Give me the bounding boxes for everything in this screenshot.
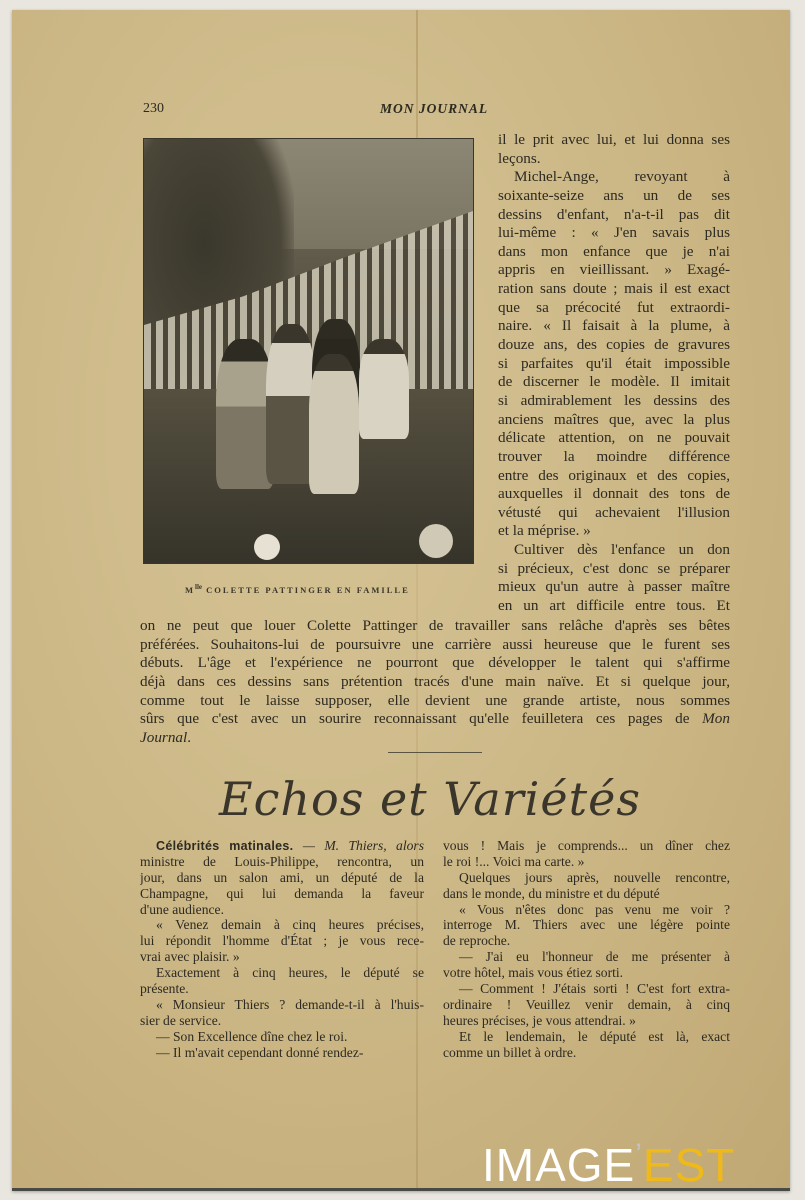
text-line: vétusté qui achevaient l'illusion bbox=[498, 503, 730, 521]
text-line: douze ans, des copies de gravures bbox=[498, 336, 730, 354]
paragraph bbox=[140, 1029, 424, 1045]
text-line: présente. bbox=[140, 981, 189, 997]
article-full-width bbox=[140, 617, 730, 747]
text-line: — Il m'avait cependant donné rendez- bbox=[156, 1044, 364, 1060]
caption-text: COLETTE PATTINGER EN FAMILLE bbox=[202, 584, 410, 595]
text-line: « Venez demain à cinq heures précises, bbox=[156, 917, 424, 933]
text-segment: . bbox=[187, 728, 192, 746]
paragraph bbox=[443, 902, 730, 950]
text-line bbox=[140, 838, 424, 854]
text-line: entre des originaux et des copies, bbox=[498, 466, 730, 484]
text-line: d'une audience. bbox=[140, 901, 224, 917]
echo-right-column bbox=[443, 838, 730, 1060]
text-line: il le prit avec lui, et lui donna ses bbox=[498, 131, 730, 148]
text-line: préférées. Souhaitons-lui de poursuivre une carrière aussi heureuse que le furent ses bbox=[140, 635, 730, 653]
photo-figure bbox=[309, 354, 359, 494]
paragraph bbox=[140, 965, 424, 997]
text-line: lui-même : « J'en savais plus bbox=[498, 224, 730, 242]
text-line: « Monsieur Thiers ? demande-t-il à l'huis- bbox=[156, 996, 424, 1012]
text-line: soixante-seize ans un de ses bbox=[498, 186, 730, 204]
italic-text: — M. Thiers, alors bbox=[302, 838, 424, 853]
text-line: le roi !... Voici ma carte. » bbox=[443, 853, 585, 869]
text-line bbox=[140, 710, 730, 729]
text-line: anciens maîtres que, avec la plus bbox=[498, 410, 730, 428]
text-line: déjà dans ces dessins sans prétention tracés d'une main naïve. Et si quelque jour, bbox=[140, 672, 730, 690]
text-line: délicate attention, on ne pouvait bbox=[498, 429, 730, 447]
text-line: si précieux, c'est donc se préparer bbox=[498, 559, 730, 577]
text-line: heures précises, je vous attendrai. » bbox=[443, 1012, 636, 1028]
paragraph bbox=[140, 617, 730, 747]
text-line: auxquelles il donnait des tons de bbox=[498, 485, 730, 503]
text-line: « Vous n'êtes donc pas venu me voir ? bbox=[459, 901, 730, 917]
text-line: comme un billet à ordre. bbox=[443, 1044, 577, 1060]
text-line: débuts. L'âge et l'expérience ne pourront que développer le talent qui s'affirme bbox=[140, 654, 730, 672]
text-line: Michel-Ange, revoyant à bbox=[514, 168, 730, 186]
photo-hen bbox=[419, 524, 453, 558]
text-line: vrai avec plaisir. » bbox=[140, 949, 240, 965]
article-right-column bbox=[498, 131, 730, 616]
text-line: naire. « Il faisait à la plume, à bbox=[498, 317, 730, 335]
photo-figure bbox=[359, 339, 409, 439]
paragraph bbox=[140, 1045, 424, 1061]
echo-left-column bbox=[140, 838, 424, 1060]
text-line: leçons. bbox=[498, 149, 541, 167]
text-line: trouver la moindre différence bbox=[498, 447, 730, 465]
text-line: de reproche. bbox=[443, 933, 511, 949]
photo-goose bbox=[254, 534, 280, 560]
text-line: Et le lendemain, le député est là, exact bbox=[459, 1028, 730, 1044]
text-line: et la méprise. » bbox=[498, 522, 591, 540]
paragraph bbox=[443, 1029, 730, 1061]
text-line: que sa précocité fut extraordi- bbox=[498, 298, 730, 316]
paragraph bbox=[140, 838, 424, 917]
text-segment: sûrs que c'est avec un sourire reconnaissant qu'elle feuilletera ces pages de bbox=[140, 710, 703, 728]
paragraph bbox=[140, 997, 424, 1029]
text-line: votre hôtel, mais vous étiez sorti. bbox=[443, 965, 624, 981]
italic-text: Mon bbox=[702, 710, 730, 728]
text-line: ministre de Louis-Philippe, rencontra, un bbox=[140, 853, 424, 869]
text-line: interroge M. Thiers avec une légère pointe bbox=[443, 917, 730, 933]
text-line: Cultiver dès l'enfance un don bbox=[514, 541, 730, 559]
text-line: — J'ai eu l'honneur de me présenter à bbox=[459, 949, 730, 965]
family-photograph bbox=[143, 138, 474, 564]
watermark-part1: IMAGE bbox=[482, 1139, 636, 1191]
watermark-apostrophe: ’ bbox=[635, 1138, 643, 1171]
text-line: ration sans doute ; mais il est exact bbox=[498, 280, 730, 298]
journal-title: MON JOURNAL bbox=[380, 101, 489, 116]
text-line: lui répondit l'homme d'État ; je vous rece- bbox=[140, 933, 424, 949]
echo-lead-title: Célébrités matinales. bbox=[156, 839, 294, 853]
text-line: jour, dans un salon ami, un député de la bbox=[140, 869, 424, 885]
photo-caption bbox=[185, 583, 410, 595]
text-line: Exactement à cinq heures, le député se bbox=[156, 965, 424, 981]
paragraph bbox=[443, 981, 730, 1029]
text-line: appris en vieillissant. » Exagé- bbox=[498, 261, 730, 279]
text-line bbox=[140, 729, 730, 748]
text-line: si parfaites qu'il était impossible bbox=[498, 354, 730, 372]
paragraph bbox=[498, 541, 730, 616]
italic-text: Journal bbox=[140, 728, 188, 746]
caption-prefix: M bbox=[185, 584, 196, 595]
paragraph bbox=[443, 838, 730, 870]
text-line: dans mon enfance que je n'ai bbox=[498, 242, 730, 260]
watermark-part2: EST bbox=[642, 1139, 736, 1191]
text-line: — Comment ! J'étais sorti ! C'est fort extra- bbox=[459, 981, 730, 997]
watermark-logo bbox=[482, 1138, 735, 1192]
text-line: vous ! Mais je comprends... un dîner chez bbox=[443, 838, 730, 853]
paragraph bbox=[498, 131, 730, 168]
text-line: sier de service. bbox=[140, 1012, 222, 1028]
text-line: dessins d'enfant, n'a-t-il pas dit bbox=[498, 205, 730, 223]
text-line: dans le monde, du ministre et du député bbox=[443, 885, 660, 901]
paragraph bbox=[140, 917, 424, 965]
text-line: on ne peut que louer Colette Pattinger de travailler sans relâche d'après ses bêtes bbox=[140, 617, 730, 634]
paragraph bbox=[498, 168, 730, 541]
caption-superscript: lle bbox=[195, 583, 203, 591]
text-line: Quelques jours après, nouvelle rencontre, bbox=[459, 869, 730, 885]
text-line: comme tout le laisse supposer, elle devient une grande artiste, nous sommes bbox=[140, 691, 730, 709]
paragraph bbox=[443, 870, 730, 902]
page-number: 230 bbox=[143, 101, 164, 116]
text-line: en un art difficile entre tous. Et bbox=[498, 597, 730, 615]
text-line: Champagne, qui lui demanda la faveur bbox=[140, 885, 424, 901]
section-divider bbox=[388, 752, 482, 753]
text-line: mieux qu'un autre à passer maître bbox=[498, 578, 730, 596]
text-line: ordinaire ! Veuillez venir demain, à cinq bbox=[443, 996, 730, 1012]
text-line: si admirablement les dessins des bbox=[498, 391, 730, 409]
text-line: — Son Excellence dîne chez le roi. bbox=[156, 1028, 348, 1044]
section-title: Echos et Variétés bbox=[219, 772, 641, 826]
paragraph bbox=[443, 949, 730, 981]
text-line: de discerner le modèle. Il imitait bbox=[498, 373, 730, 391]
